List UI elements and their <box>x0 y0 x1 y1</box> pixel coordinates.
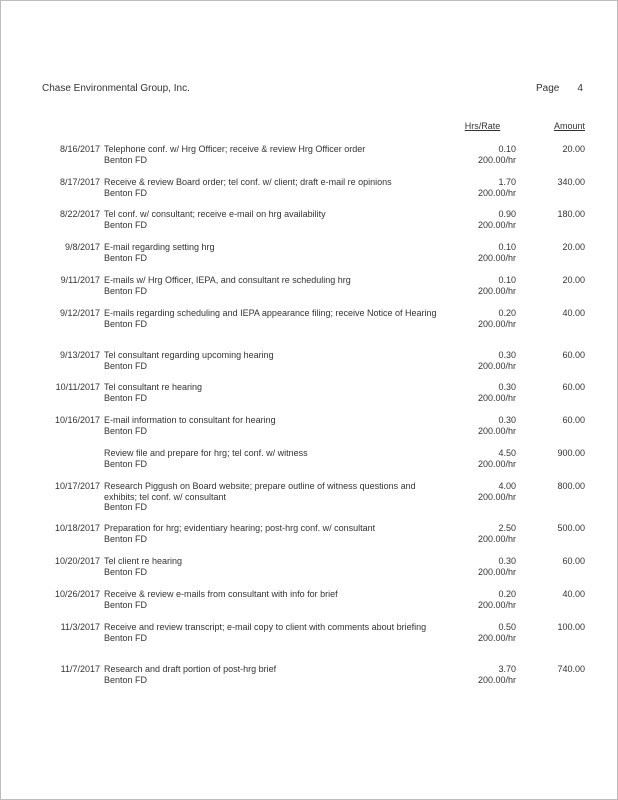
entry-description <box>104 144 444 165</box>
entry-description <box>104 177 444 198</box>
entry-rate: 200.00/hr <box>477 360 516 371</box>
entry-description <box>104 308 444 329</box>
page-indicator <box>536 83 583 94</box>
entry-text: E-mails regarding scheduling and IEPA appearance filing; receive Notice of Hearing <box>104 308 437 318</box>
entry-text: Receive & review Board order; tel conf. w/ client; draft e-mail re opinions <box>104 177 392 187</box>
entry-text: Tel conf. w/ consultant; receive e-mail on hrg availability <box>104 209 326 219</box>
page-label: Page <box>536 83 560 94</box>
entry-hours: 4.00 <box>498 481 516 491</box>
entry-hours: 3.70 <box>498 664 516 674</box>
entry-amount: 20.00 <box>562 242 585 252</box>
entry-date: 8/22/2017 <box>59 209 100 219</box>
entry-amount: 800.00 <box>557 481 585 491</box>
entry-rate: 200.00/hr <box>477 318 516 329</box>
entry-client: Benton FD <box>104 566 148 577</box>
entry-hours: 4.50 <box>498 448 516 458</box>
entry-rate: 200.00/hr <box>477 632 516 643</box>
entry-hours: 0.90 <box>498 209 516 219</box>
entry-hours: 2.50 <box>498 523 516 533</box>
entry-description <box>104 556 444 577</box>
entry-rate: 200.00/hr <box>477 392 516 403</box>
column-header-hrs-rate: Hrs/Rate <box>464 121 501 131</box>
entry-text: Telephone conf. w/ Hrg Officer; receive & review Hrg Officer order <box>104 144 366 154</box>
entry-amount: 500.00 <box>557 523 585 533</box>
entry-hours: 0.50 <box>498 622 516 632</box>
entry-rate: 200.00/hr <box>477 533 516 544</box>
entry-date: 8/17/2017 <box>59 177 100 187</box>
entry-hours: 0.10 <box>498 242 516 252</box>
entry-text: E-mail regarding setting hrg <box>104 242 215 252</box>
entry-rate: 200.00/hr <box>477 674 516 685</box>
entry-rate: 200.00/hr <box>477 219 516 230</box>
entry-hours: 0.10 <box>498 144 516 154</box>
entry-description <box>104 448 444 469</box>
entry-client: Benton FD <box>104 392 148 403</box>
entry-description <box>104 481 444 513</box>
entry-description <box>104 209 444 230</box>
entry-date: 10/26/2017 <box>54 589 100 599</box>
entry-client: Benton FD <box>104 252 148 263</box>
entry-text: Receive & review e-mails from consultant with info for brief <box>104 589 338 599</box>
entry-text: Research Piggush on Board website; prepare outline of witness questions and exhibits; tel conf. w/ consultant <box>104 481 416 502</box>
entry-client: Benton FD <box>104 458 148 469</box>
entry-rate: 200.00/hr <box>477 187 516 198</box>
entry-text: Research and draft portion of post-hrg brief <box>104 664 277 674</box>
entry-text: E-mail information to consultant for hearing <box>104 415 276 425</box>
entry-client: Benton FD <box>104 219 148 230</box>
entry-hours: 0.30 <box>498 556 516 566</box>
entry-rate: 200.00/hr <box>477 491 516 502</box>
entry-date: 10/20/2017 <box>54 556 100 566</box>
entry-client: Benton FD <box>104 425 148 436</box>
entry-date: 9/12/2017 <box>59 308 100 318</box>
entry-hours: 1.70 <box>498 177 516 187</box>
entry-amount: 340.00 <box>557 177 585 187</box>
entry-amount: 60.00 <box>562 556 585 566</box>
entry-client: Benton FD <box>104 154 148 165</box>
entry-client: Benton FD <box>104 360 148 371</box>
entry-date: 10/18/2017 <box>54 523 100 533</box>
entry-amount: 100.00 <box>557 622 585 632</box>
entry-amount: 900.00 <box>557 448 585 458</box>
entry-client: Benton FD <box>104 632 148 643</box>
entry-date: 11/3/2017 <box>60 622 100 632</box>
entry-amount: 60.00 <box>562 382 585 392</box>
entry-amount: 40.00 <box>562 589 585 599</box>
entry-text: Tel consultant re hearing <box>104 382 203 392</box>
entry-hours: 0.30 <box>498 382 516 392</box>
entry-amount: 20.00 <box>562 144 585 154</box>
entry-date: 10/11/2017 <box>55 382 100 392</box>
entry-date: 10/17/2017 <box>54 481 100 491</box>
entry-amount: 40.00 <box>562 308 585 318</box>
entry-hours: 0.20 <box>498 589 516 599</box>
entry-client: Benton FD <box>104 674 148 685</box>
entry-description <box>104 589 444 610</box>
entry-description <box>104 350 444 371</box>
entry-hours: 0.30 <box>498 415 516 425</box>
entry-text: Tel consultant regarding upcoming hearing <box>104 350 274 360</box>
entry-hours: 0.30 <box>498 350 516 360</box>
entry-description <box>104 242 444 263</box>
entry-client: Benton FD <box>104 187 148 198</box>
entry-date: 9/8/2017 <box>64 242 100 252</box>
entry-client: Benton FD <box>104 502 148 512</box>
entry-description <box>104 415 444 436</box>
entry-date: 8/16/2017 <box>59 144 100 154</box>
entry-amount: 60.00 <box>562 350 585 360</box>
entry-description <box>104 664 444 685</box>
entry-client: Benton FD <box>104 533 148 544</box>
entry-hours: 0.10 <box>498 275 516 285</box>
entry-amount: 20.00 <box>562 275 585 285</box>
entry-text: Receive and review transcript; e-mail copy to client with comments about briefing <box>104 622 427 632</box>
entry-date: 11/7/2017 <box>60 664 100 674</box>
column-header-amount: Amount <box>553 121 585 131</box>
entry-rate: 200.00/hr <box>477 425 516 436</box>
entry-amount: 740.00 <box>557 664 585 674</box>
entry-amount: 60.00 <box>562 415 585 425</box>
entry-description <box>104 622 444 643</box>
entry-rate: 200.00/hr <box>477 566 516 577</box>
entry-rate: 200.00/hr <box>477 599 516 610</box>
entry-hours: 0.20 <box>498 308 516 318</box>
entry-amount: 180.00 <box>557 209 585 219</box>
entry-text: Tel client re hearing <box>104 556 183 566</box>
entry-client: Benton FD <box>104 285 148 296</box>
entry-rate: 200.00/hr <box>477 458 516 469</box>
entry-text: Preparation for hrg; evidentiary hearing; post-hrg conf. w/ consultant <box>104 523 376 533</box>
entry-description <box>104 382 444 403</box>
company-name: Chase Environmental Group, Inc. <box>42 83 190 94</box>
entry-client: Benton FD <box>104 599 148 610</box>
entry-date: 9/11/2017 <box>60 275 100 285</box>
entry-rate: 200.00/hr <box>477 285 516 296</box>
entry-date: 10/16/2017 <box>54 415 100 425</box>
entry-text: Review file and prepare for hrg; tel conf. w/ witness <box>104 448 308 458</box>
entry-description <box>104 523 444 544</box>
entry-text: E-mails w/ Hrg Officer, IEPA, and consultant re scheduling hrg <box>104 275 351 285</box>
entry-date: 9/13/2017 <box>59 350 100 360</box>
entry-client: Benton FD <box>104 318 148 329</box>
entry-rate: 200.00/hr <box>477 252 516 263</box>
entry-rate: 200.00/hr <box>477 154 516 165</box>
page-number: 4 <box>577 83 583 94</box>
entry-description <box>104 275 444 296</box>
